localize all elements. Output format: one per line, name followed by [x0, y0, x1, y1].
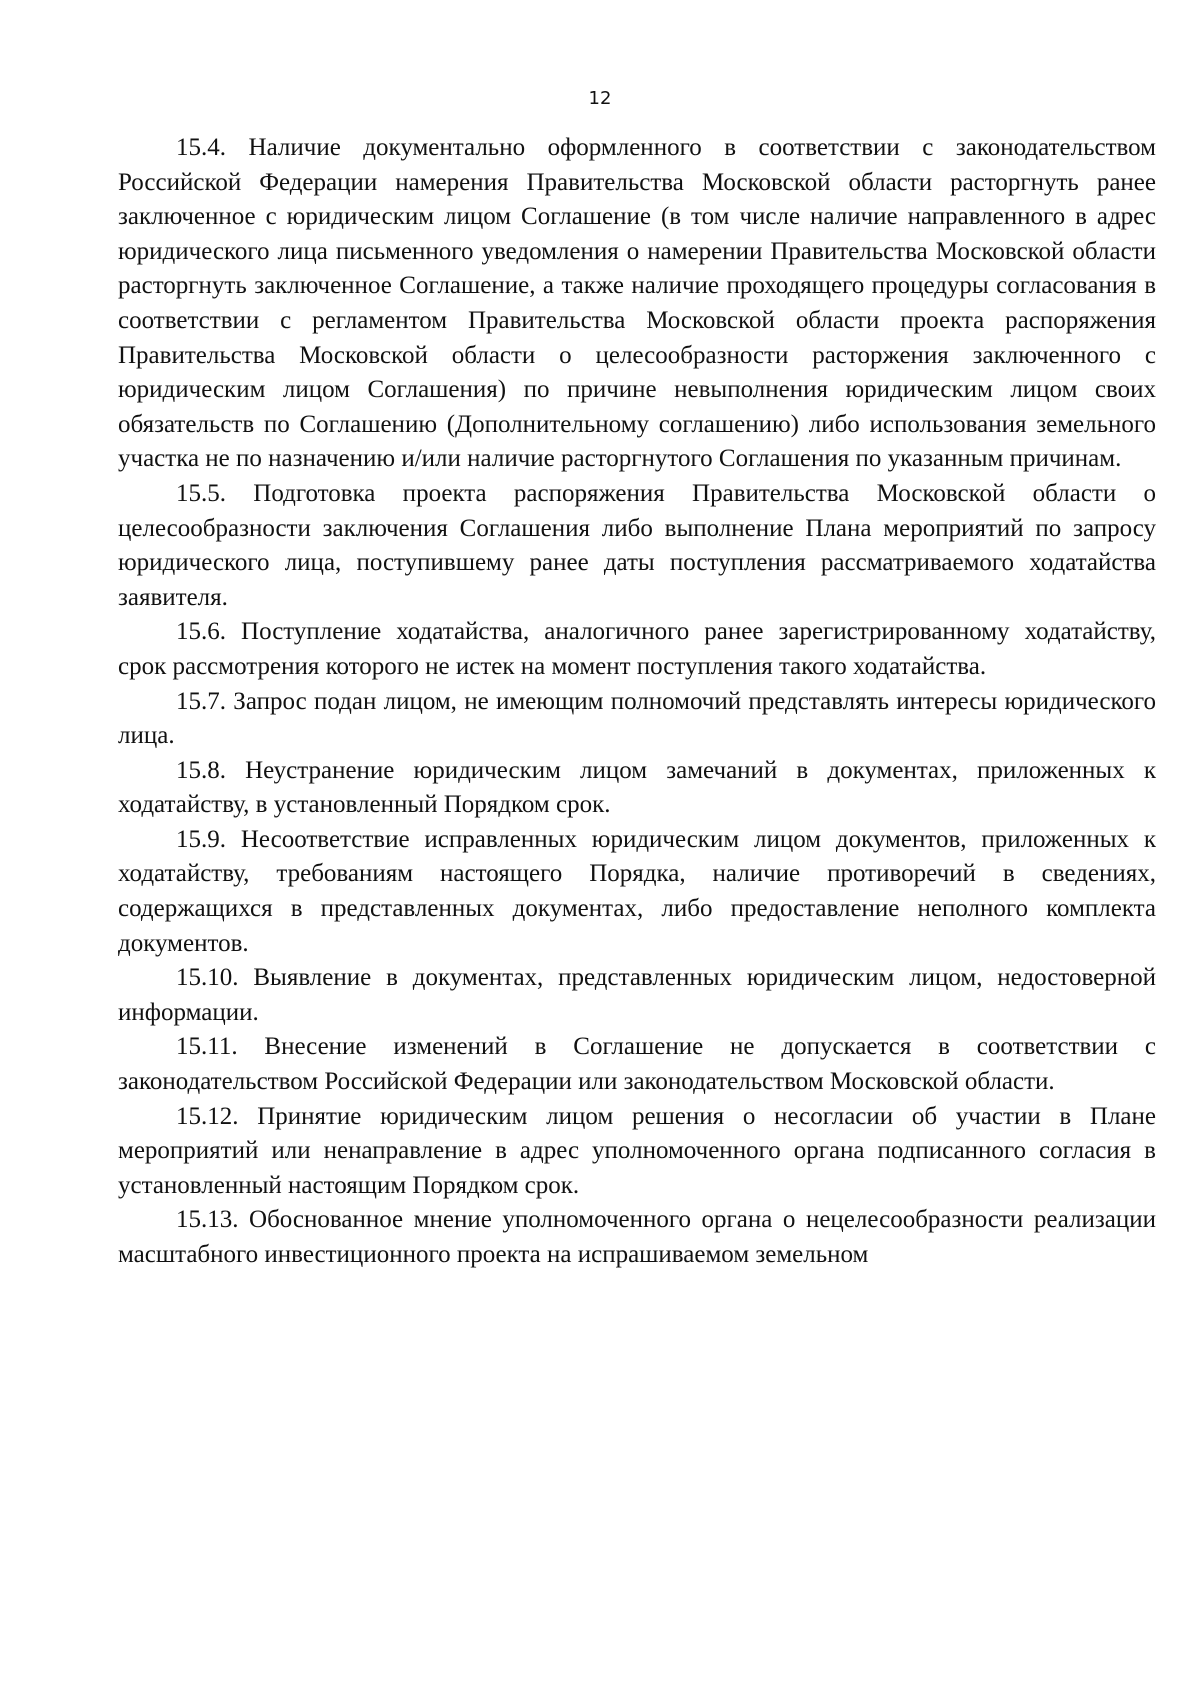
paragraph-15-6: 15.6. Поступление ходатайства, аналогичного ранее зарегистрированному ходатайству, срок рассмотрения которого не истек на момент поступления такого ходатайства.: [118, 618, 1156, 680]
document-body: [118, 131, 1156, 1273]
paragraph-15-13: 15.13. Обоснованное мнение уполномоченного органа о нецелесообразности реализации масштабного инвестиционного проекта на испрашиваемом земельном: [118, 1206, 1156, 1268]
paragraph-15-9: 15.9. Несоответствие исправленных юридическим лицом документов, приложенных к ходатайству, требованиям настоящего Порядка, наличие противоречий в сведениях, содержащихся в представленных документах, либо предоставление неполного комплекта документов.: [118, 825, 1156, 957]
paragraph-15-5: 15.5. Подготовка проекта распоряжения Правительства Московской области о целесообразности заключения Соглашения либо выполнение Плана мероприятий по запросу юридического лица, поступившему ранее даты поступления рассматриваемого ходатайства заявителя.: [118, 479, 1156, 611]
paragraph-15-4: 15.4. Наличие документально оформленного в соответствии с законодательством Российской Федерации намерения Правительства Московской области расторгнуть ранее заключенное с юридическим лицом Соглашение (в том числе наличие направленного в адрес юридического лица письменного уведомления о намерении Правительства Московской области расторгнуть заключенное Соглашение, а также наличие проходящего процедуры согласования в соответствии с регламентом Правительства Московской области проекта распоряжения Правительства Московской области о целесообразности расторжения заключенного с юридическим лицом Соглашения) по причине невыполнения юридическим лицом своих обязательств по Соглашению (Дополнительному соглашению) либо использования земельного участка не по назначению и/или наличие расторгнутого Соглашения по указанным причинам.: [118, 134, 1156, 473]
paragraph-15-11: 15.11. Внесение изменений в Соглашение не допускается в соответствии с законодательством Российской Федерации или законодательством Московской области.: [118, 1033, 1156, 1096]
page-number: 12: [588, 88, 612, 109]
paragraph-15-10: 15.10. Выявление в документах, представленных юридическим лицом, недостоверной информации.: [118, 964, 1156, 1026]
paragraph-15-12: 15.12. Принятие юридическим лицом решения о несогласии об участии в Плане мероприятий или ненаправление в адрес уполномоченного органа подписанного согласия в установленный настоящим Порядком срок.: [118, 1102, 1156, 1199]
paragraph-15-7: 15.7. Запрос подан лицом, не имеющим полномочий представлять интересы юридического лица.: [118, 687, 1156, 750]
paragraph-15-8: 15.8. Неустранение юридическим лицом замечаний в документах, приложенных к ходатайству, в установленный Порядком срок.: [118, 756, 1156, 819]
